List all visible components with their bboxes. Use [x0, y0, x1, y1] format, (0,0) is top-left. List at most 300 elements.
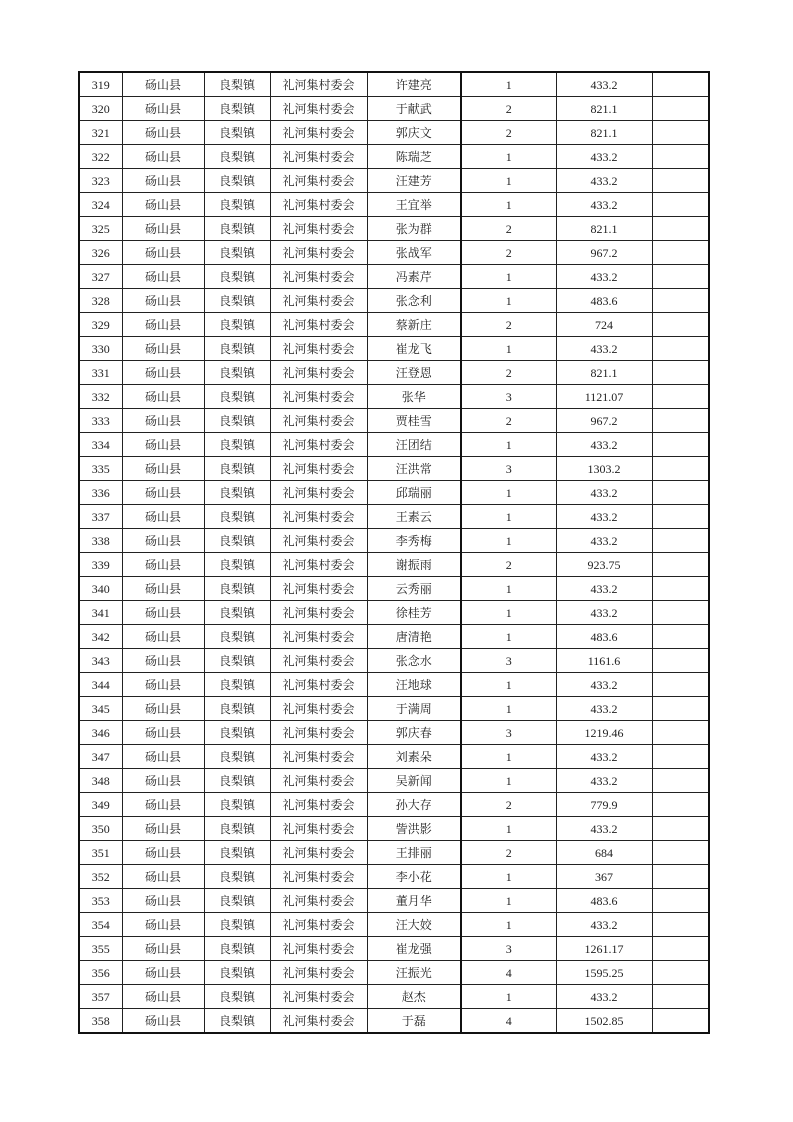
county-cell: 砀山县	[122, 433, 204, 457]
town-cell: 良梨镇	[204, 793, 270, 817]
amount-cell: 1121.07	[556, 385, 652, 409]
amount-cell: 433.2	[556, 673, 652, 697]
row-number-cell: 341	[79, 601, 122, 625]
town-cell: 良梨镇	[204, 745, 270, 769]
amount-cell: 1261.17	[556, 937, 652, 961]
town-cell: 良梨镇	[204, 889, 270, 913]
table-row	[79, 265, 709, 289]
note-cell	[652, 481, 709, 505]
county-cell: 砀山县	[122, 241, 204, 265]
village-cell: 礼河集村委会	[270, 601, 367, 625]
amount-cell: 433.2	[556, 433, 652, 457]
name-cell: 崔龙强	[367, 937, 461, 961]
row-number-cell: 353	[79, 889, 122, 913]
name-cell: 陈瑞芝	[367, 145, 461, 169]
name-cell: 董月华	[367, 889, 461, 913]
household-size-cell: 2	[461, 841, 556, 865]
household-size-cell: 4	[461, 1009, 556, 1034]
village-cell: 礼河集村委会	[270, 361, 367, 385]
table-row	[79, 217, 709, 241]
note-cell	[652, 361, 709, 385]
county-cell: 砀山县	[122, 721, 204, 745]
town-cell: 良梨镇	[204, 553, 270, 577]
amount-cell: 483.6	[556, 889, 652, 913]
row-number-cell: 352	[79, 865, 122, 889]
table-row	[79, 865, 709, 889]
name-cell: 汪振光	[367, 961, 461, 985]
row-number-cell: 336	[79, 481, 122, 505]
row-number-cell: 335	[79, 457, 122, 481]
table-row	[79, 409, 709, 433]
note-cell	[652, 697, 709, 721]
county-cell: 砀山县	[122, 937, 204, 961]
name-cell: 王素云	[367, 505, 461, 529]
table-row	[79, 769, 709, 793]
village-cell: 礼河集村委会	[270, 385, 367, 409]
note-cell	[652, 769, 709, 793]
row-number-cell: 344	[79, 673, 122, 697]
amount-cell: 433.2	[556, 697, 652, 721]
row-number-cell: 328	[79, 289, 122, 313]
town-cell: 良梨镇	[204, 409, 270, 433]
town-cell: 良梨镇	[204, 145, 270, 169]
county-cell: 砀山县	[122, 697, 204, 721]
household-size-cell: 1	[461, 913, 556, 937]
amount-cell: 1303.2	[556, 457, 652, 481]
household-size-cell: 1	[461, 433, 556, 457]
town-cell: 良梨镇	[204, 721, 270, 745]
name-cell: 訾洪影	[367, 817, 461, 841]
roster-table	[78, 71, 710, 1034]
row-number-cell: 351	[79, 841, 122, 865]
table-row	[79, 577, 709, 601]
village-cell: 礼河集村委会	[270, 337, 367, 361]
household-size-cell: 4	[461, 961, 556, 985]
note-cell	[652, 913, 709, 937]
table-row	[79, 241, 709, 265]
name-cell: 汪洪常	[367, 457, 461, 481]
note-cell	[652, 145, 709, 169]
row-number-cell: 323	[79, 169, 122, 193]
village-cell: 礼河集村委会	[270, 529, 367, 553]
amount-cell: 821.1	[556, 121, 652, 145]
note-cell	[652, 673, 709, 697]
village-cell: 礼河集村委会	[270, 481, 367, 505]
note-cell	[652, 72, 709, 97]
amount-cell: 433.2	[556, 769, 652, 793]
town-cell: 良梨镇	[204, 289, 270, 313]
table-row	[79, 337, 709, 361]
household-size-cell: 1	[461, 577, 556, 601]
table-row	[79, 529, 709, 553]
household-size-cell: 2	[461, 361, 556, 385]
row-number-cell: 330	[79, 337, 122, 361]
row-number-cell: 320	[79, 97, 122, 121]
household-size-cell: 1	[461, 985, 556, 1009]
row-number-cell: 331	[79, 361, 122, 385]
county-cell: 砀山县	[122, 553, 204, 577]
row-number-cell: 358	[79, 1009, 122, 1034]
table-row	[79, 289, 709, 313]
name-cell: 张念水	[367, 649, 461, 673]
household-size-cell: 1	[461, 529, 556, 553]
row-number-cell: 319	[79, 72, 122, 97]
row-number-cell: 333	[79, 409, 122, 433]
name-cell: 汪建芳	[367, 169, 461, 193]
name-cell: 谢振雨	[367, 553, 461, 577]
amount-cell: 433.2	[556, 72, 652, 97]
table-row	[79, 913, 709, 937]
county-cell: 砀山县	[122, 289, 204, 313]
table-row	[79, 193, 709, 217]
row-number-cell: 355	[79, 937, 122, 961]
row-number-cell: 334	[79, 433, 122, 457]
row-number-cell: 342	[79, 625, 122, 649]
village-cell: 礼河集村委会	[270, 577, 367, 601]
note-cell	[652, 529, 709, 553]
amount-cell: 1595.25	[556, 961, 652, 985]
note-cell	[652, 817, 709, 841]
amount-cell: 967.2	[556, 409, 652, 433]
name-cell: 张华	[367, 385, 461, 409]
table-row	[79, 433, 709, 457]
county-cell: 砀山县	[122, 97, 204, 121]
county-cell: 砀山县	[122, 793, 204, 817]
note-cell	[652, 961, 709, 985]
roster-body	[79, 72, 709, 1033]
county-cell: 砀山县	[122, 409, 204, 433]
note-cell	[652, 193, 709, 217]
village-cell: 礼河集村委会	[270, 841, 367, 865]
household-size-cell: 1	[461, 889, 556, 913]
household-size-cell: 2	[461, 241, 556, 265]
county-cell: 砀山县	[122, 745, 204, 769]
table-row	[79, 313, 709, 337]
row-number-cell: 349	[79, 793, 122, 817]
table-row	[79, 385, 709, 409]
household-size-cell: 1	[461, 817, 556, 841]
note-cell	[652, 985, 709, 1009]
amount-cell: 483.6	[556, 289, 652, 313]
household-size-cell: 3	[461, 385, 556, 409]
amount-cell: 433.2	[556, 745, 652, 769]
county-cell: 砀山县	[122, 217, 204, 241]
note-cell	[652, 409, 709, 433]
village-cell: 礼河集村委会	[270, 673, 367, 697]
household-size-cell: 2	[461, 793, 556, 817]
village-cell: 礼河集村委会	[270, 985, 367, 1009]
amount-cell: 821.1	[556, 217, 652, 241]
town-cell: 良梨镇	[204, 601, 270, 625]
town-cell: 良梨镇	[204, 673, 270, 697]
county-cell: 砀山县	[122, 145, 204, 169]
name-cell: 刘素朵	[367, 745, 461, 769]
table-row	[79, 361, 709, 385]
row-number-cell: 324	[79, 193, 122, 217]
name-cell: 崔龙飞	[367, 337, 461, 361]
household-size-cell: 2	[461, 121, 556, 145]
row-number-cell: 337	[79, 505, 122, 529]
table-row	[79, 721, 709, 745]
name-cell: 冯素芹	[367, 265, 461, 289]
village-cell: 礼河集村委会	[270, 625, 367, 649]
town-cell: 良梨镇	[204, 241, 270, 265]
county-cell: 砀山县	[122, 313, 204, 337]
amount-cell: 433.2	[556, 577, 652, 601]
household-size-cell: 3	[461, 721, 556, 745]
town-cell: 良梨镇	[204, 265, 270, 289]
village-cell: 礼河集村委会	[270, 433, 367, 457]
note-cell	[652, 337, 709, 361]
note-cell	[652, 1009, 709, 1034]
note-cell	[652, 217, 709, 241]
county-cell: 砀山县	[122, 985, 204, 1009]
table-row	[79, 649, 709, 673]
county-cell: 砀山县	[122, 961, 204, 985]
row-number-cell: 329	[79, 313, 122, 337]
amount-cell: 1219.46	[556, 721, 652, 745]
name-cell: 于磊	[367, 1009, 461, 1034]
household-size-cell: 3	[461, 937, 556, 961]
village-cell: 礼河集村委会	[270, 289, 367, 313]
county-cell: 砀山县	[122, 817, 204, 841]
village-cell: 礼河集村委会	[270, 769, 367, 793]
household-size-cell: 1	[461, 745, 556, 769]
town-cell: 良梨镇	[204, 625, 270, 649]
household-size-cell: 1	[461, 865, 556, 889]
row-number-cell: 327	[79, 265, 122, 289]
village-cell: 礼河集村委会	[270, 937, 367, 961]
row-number-cell: 339	[79, 553, 122, 577]
household-size-cell: 1	[461, 697, 556, 721]
note-cell	[652, 241, 709, 265]
household-size-cell: 1	[461, 193, 556, 217]
row-number-cell: 338	[79, 529, 122, 553]
note-cell	[652, 793, 709, 817]
row-number-cell: 347	[79, 745, 122, 769]
town-cell: 良梨镇	[204, 217, 270, 241]
village-cell: 礼河集村委会	[270, 265, 367, 289]
town-cell: 良梨镇	[204, 193, 270, 217]
village-cell: 礼河集村委会	[270, 697, 367, 721]
row-number-cell: 348	[79, 769, 122, 793]
amount-cell: 684	[556, 841, 652, 865]
row-number-cell: 326	[79, 241, 122, 265]
amount-cell: 433.2	[556, 985, 652, 1009]
village-cell: 礼河集村委会	[270, 1009, 367, 1034]
table-row	[79, 745, 709, 769]
table-row	[79, 625, 709, 649]
county-cell: 砀山县	[122, 601, 204, 625]
county-cell: 砀山县	[122, 481, 204, 505]
amount-cell: 433.2	[556, 817, 652, 841]
amount-cell: 779.9	[556, 793, 652, 817]
town-cell: 良梨镇	[204, 649, 270, 673]
note-cell	[652, 841, 709, 865]
amount-cell: 433.2	[556, 913, 652, 937]
note-cell	[652, 937, 709, 961]
table-row	[79, 841, 709, 865]
name-cell: 李秀梅	[367, 529, 461, 553]
note-cell	[652, 433, 709, 457]
county-cell: 砀山县	[122, 769, 204, 793]
village-cell: 礼河集村委会	[270, 169, 367, 193]
village-cell: 礼河集村委会	[270, 913, 367, 937]
table-row	[79, 121, 709, 145]
amount-cell: 821.1	[556, 361, 652, 385]
household-size-cell: 1	[461, 265, 556, 289]
village-cell: 礼河集村委会	[270, 241, 367, 265]
table-row	[79, 97, 709, 121]
household-size-cell: 2	[461, 553, 556, 577]
town-cell: 良梨镇	[204, 985, 270, 1009]
village-cell: 礼河集村委会	[270, 313, 367, 337]
amount-cell: 483.6	[556, 625, 652, 649]
note-cell	[652, 289, 709, 313]
note-cell	[652, 553, 709, 577]
row-number-cell: 322	[79, 145, 122, 169]
name-cell: 蔡新庄	[367, 313, 461, 337]
amount-cell: 367	[556, 865, 652, 889]
county-cell: 砀山县	[122, 121, 204, 145]
county-cell: 砀山县	[122, 841, 204, 865]
village-cell: 礼河集村委会	[270, 889, 367, 913]
table-row	[79, 817, 709, 841]
row-number-cell: 357	[79, 985, 122, 1009]
town-cell: 良梨镇	[204, 97, 270, 121]
village-cell: 礼河集村委会	[270, 193, 367, 217]
town-cell: 良梨镇	[204, 769, 270, 793]
village-cell: 礼河集村委会	[270, 721, 367, 745]
town-cell: 良梨镇	[204, 169, 270, 193]
county-cell: 砀山县	[122, 625, 204, 649]
town-cell: 良梨镇	[204, 697, 270, 721]
amount-cell: 724	[556, 313, 652, 337]
village-cell: 礼河集村委会	[270, 505, 367, 529]
county-cell: 砀山县	[122, 865, 204, 889]
table-row	[79, 145, 709, 169]
household-size-cell: 2	[461, 97, 556, 121]
row-number-cell: 350	[79, 817, 122, 841]
household-size-cell: 1	[461, 289, 556, 313]
household-size-cell: 3	[461, 457, 556, 481]
row-number-cell: 356	[79, 961, 122, 985]
household-size-cell: 3	[461, 649, 556, 673]
county-cell: 砀山县	[122, 72, 204, 97]
note-cell	[652, 649, 709, 673]
amount-cell: 433.2	[556, 481, 652, 505]
county-cell: 砀山县	[122, 265, 204, 289]
household-size-cell: 2	[461, 217, 556, 241]
amount-cell: 967.2	[556, 241, 652, 265]
name-cell: 于献武	[367, 97, 461, 121]
row-number-cell: 340	[79, 577, 122, 601]
household-size-cell: 1	[461, 72, 556, 97]
table-row	[79, 985, 709, 1009]
town-cell: 良梨镇	[204, 529, 270, 553]
household-size-cell: 1	[461, 505, 556, 529]
note-cell	[652, 169, 709, 193]
county-cell: 砀山县	[122, 505, 204, 529]
name-cell: 云秀丽	[367, 577, 461, 601]
village-cell: 礼河集村委会	[270, 553, 367, 577]
name-cell: 王宜举	[367, 193, 461, 217]
village-cell: 礼河集村委会	[270, 961, 367, 985]
name-cell: 张战军	[367, 241, 461, 265]
table-row	[79, 961, 709, 985]
household-size-cell: 1	[461, 169, 556, 193]
table-row	[79, 72, 709, 97]
county-cell: 砀山县	[122, 337, 204, 361]
amount-cell: 1502.85	[556, 1009, 652, 1034]
household-size-cell: 1	[461, 769, 556, 793]
table-row	[79, 553, 709, 577]
name-cell: 于满周	[367, 697, 461, 721]
row-number-cell: 325	[79, 217, 122, 241]
amount-cell: 433.2	[556, 193, 652, 217]
village-cell: 礼河集村委会	[270, 97, 367, 121]
county-cell: 砀山县	[122, 913, 204, 937]
county-cell: 砀山县	[122, 361, 204, 385]
amount-cell: 1161.6	[556, 649, 652, 673]
name-cell: 汪大姣	[367, 913, 461, 937]
amount-cell: 433.2	[556, 169, 652, 193]
village-cell: 礼河集村委会	[270, 865, 367, 889]
row-number-cell: 354	[79, 913, 122, 937]
note-cell	[652, 457, 709, 481]
note-cell	[652, 313, 709, 337]
amount-cell: 433.2	[556, 529, 652, 553]
county-cell: 砀山县	[122, 529, 204, 553]
household-size-cell: 1	[461, 337, 556, 361]
town-cell: 良梨镇	[204, 457, 270, 481]
name-cell: 张为群	[367, 217, 461, 241]
amount-cell: 923.75	[556, 553, 652, 577]
row-number-cell: 343	[79, 649, 122, 673]
town-cell: 良梨镇	[204, 313, 270, 337]
note-cell	[652, 505, 709, 529]
table-row	[79, 1009, 709, 1034]
name-cell: 赵杰	[367, 985, 461, 1009]
town-cell: 良梨镇	[204, 817, 270, 841]
name-cell: 郭庆文	[367, 121, 461, 145]
table-row	[79, 889, 709, 913]
town-cell: 良梨镇	[204, 1009, 270, 1034]
note-cell	[652, 865, 709, 889]
town-cell: 良梨镇	[204, 577, 270, 601]
town-cell: 良梨镇	[204, 121, 270, 145]
village-cell: 礼河集村委会	[270, 121, 367, 145]
note-cell	[652, 745, 709, 769]
note-cell	[652, 97, 709, 121]
town-cell: 良梨镇	[204, 865, 270, 889]
table-row	[79, 601, 709, 625]
name-cell: 张念利	[367, 289, 461, 313]
town-cell: 良梨镇	[204, 913, 270, 937]
county-cell: 砀山县	[122, 889, 204, 913]
name-cell: 吴新闻	[367, 769, 461, 793]
household-size-cell: 1	[461, 601, 556, 625]
town-cell: 良梨镇	[204, 72, 270, 97]
name-cell: 郭庆春	[367, 721, 461, 745]
county-cell: 砀山县	[122, 1009, 204, 1034]
amount-cell: 433.2	[556, 265, 652, 289]
name-cell: 孙大存	[367, 793, 461, 817]
town-cell: 良梨镇	[204, 385, 270, 409]
village-cell: 礼河集村委会	[270, 457, 367, 481]
village-cell: 礼河集村委会	[270, 793, 367, 817]
amount-cell: 433.2	[556, 337, 652, 361]
